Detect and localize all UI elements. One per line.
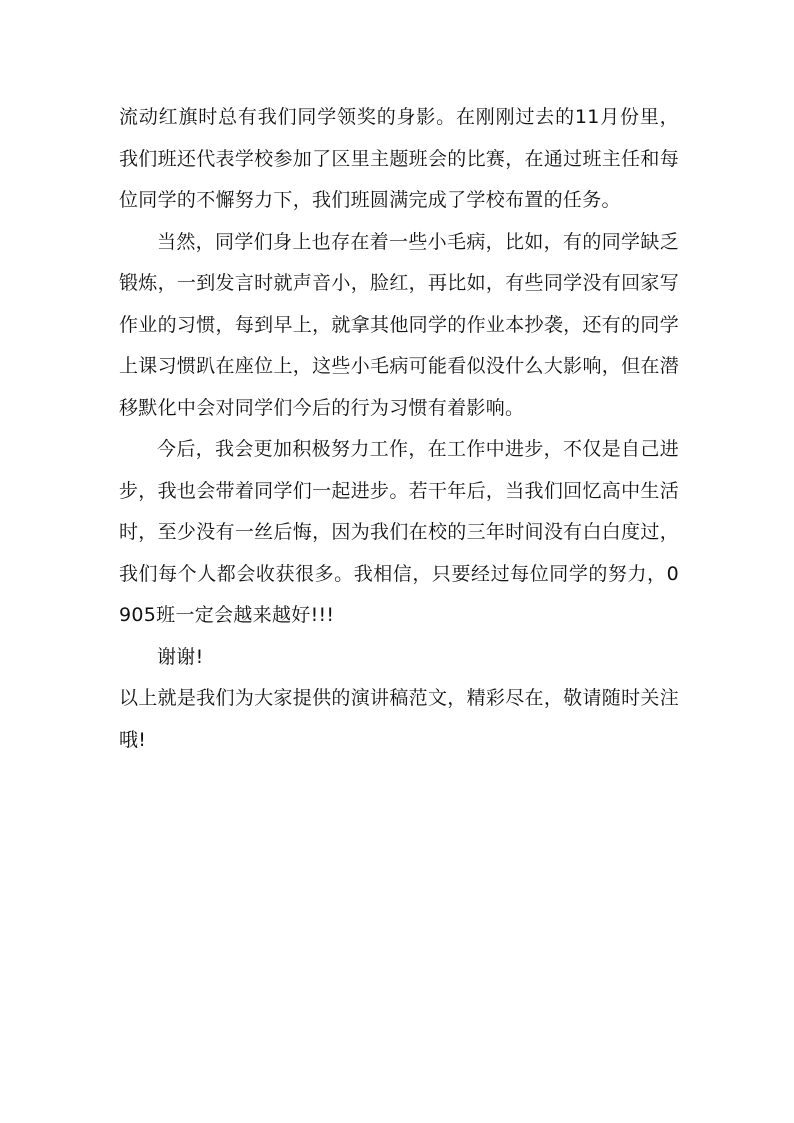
paragraph-thanks: 谢谢! <box>157 645 204 668</box>
document-body <box>119 97 679 761</box>
paragraph-continuation: 流动红旗时总有我们同学领奖的身影。在刚刚过去的11月份里，我们班还代表学校参加了区里主题班会的比赛，在通过班主任和每位同学的不懈努力下，我们班圆满完成了学校布置的任务。 <box>119 106 679 211</box>
paragraph-future-plans: 今后，我会更加积极努力工作，在工作中进步，不仅是自己进步，我也会带着同学们一起进步。若干年后，当我们回忆高中生活时，至少没有一丝后悔，因为我们在校的三年时间没有白白度过，我们每个人都会收获很多。我相信，只要经过每位同学的努力，0905班一定会越来越好!!! <box>119 438 679 626</box>
paragraph-closing-note: 以上就是我们为大家提供的演讲稿范文，精彩尽在，敬请随时关注哦! <box>119 687 679 751</box>
paragraph-class-issues: 当然，同学们身上也存在着一些小毛病，比如，有的同学缺乏锻炼，一到发言时就声音小，脸红，再比如，有些同学没有回家写作业的习惯，每到早上，就拿其他同学的作业本抄袭，还有的同学上课习惯趴在座位上，这些小毛病可能看似没什么大影响，但在潜移默化中会对同学们今后的行为习惯有着影响。 <box>119 230 679 419</box>
